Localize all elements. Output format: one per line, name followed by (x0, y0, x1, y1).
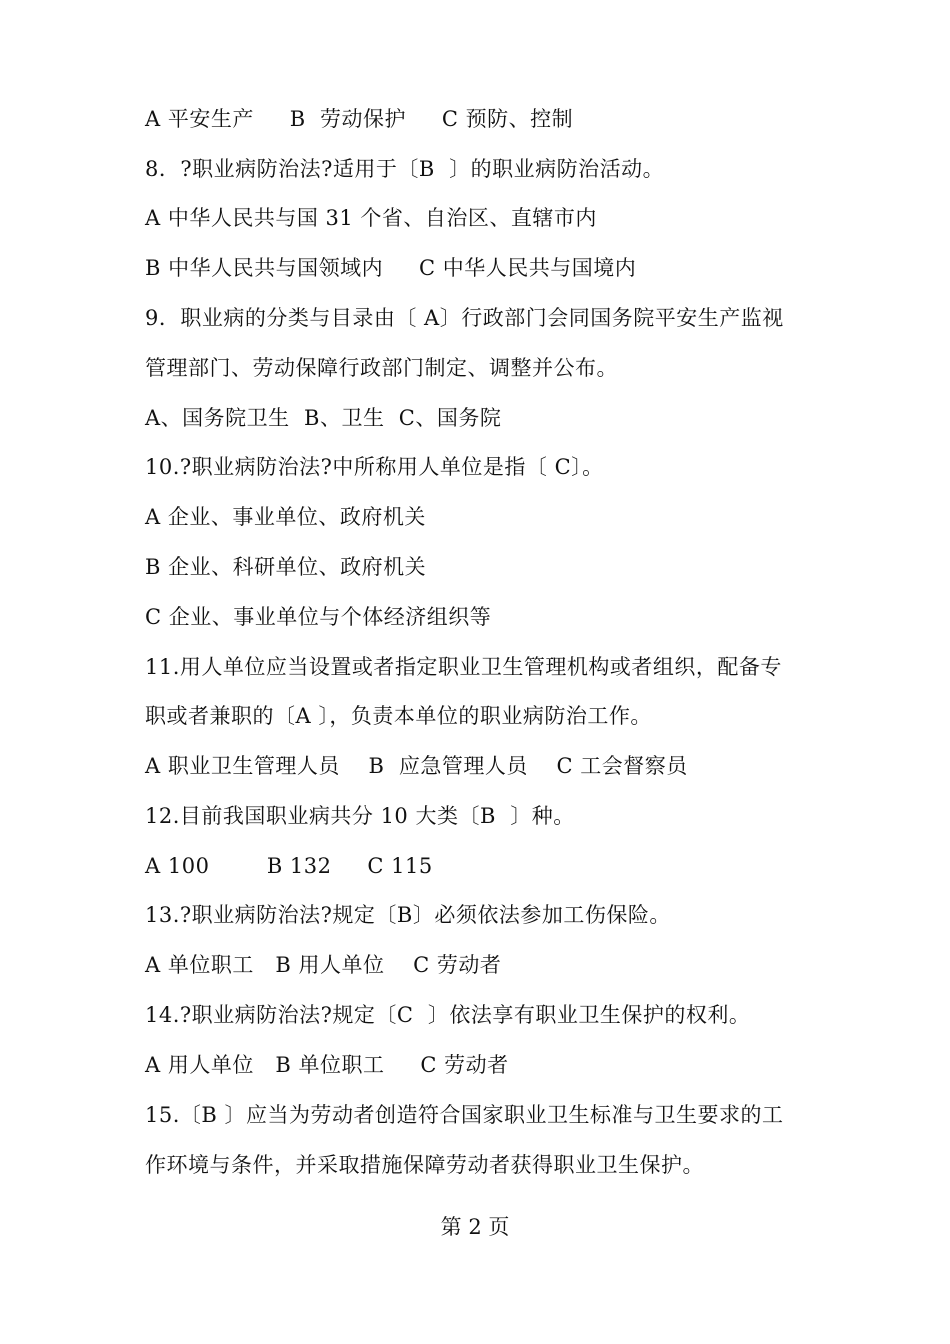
text-line: 管理部门、劳动保障行政部门制定、调整并公布。 (145, 356, 618, 380)
text-line: 9．职业病的分类与目录由〔 A〕行政部门会同国务院平安生产监视 (145, 306, 784, 330)
text-line: 13.?职业病防治法?规定〔B〕必须依法参加工伤保险。 (145, 903, 671, 927)
text-line: A 单位职工 B 用人单位 C 劳动者 (145, 953, 502, 977)
page-number: 第 2 页 (440, 1215, 510, 1239)
text-line: A 用人单位 B 单位职工 C 劳动者 (145, 1053, 509, 1077)
text-line: A 平安生产 B 劳动保护 C 预防、控制 (145, 107, 574, 131)
text-line: 12.目前我国职业病共分 10 大类〔B 〕种。 (145, 804, 575, 828)
text-line: C 企业、事业单位与个体经济组织等 (145, 605, 492, 629)
text-line: 15.〔B 〕应当为劳动者创造符合国家职业卫生标准与卫生要求的工 (145, 1103, 784, 1127)
text-line: A 100 B 132 C 115 (145, 854, 433, 878)
text-line: 职或者兼职的〔A 〕，负责本单位的职业病防治工作。 (145, 704, 652, 728)
text-line: 11.用人单位应当设置或者指定职业卫生管理机构或者组织，配备专 (145, 655, 782, 679)
text-line: 10.?职业病防治法?中所称用人单位是指〔 C〕。 (145, 455, 604, 479)
text-line: B 中华人民共与国领域内 C 中华人民共与国境内 (145, 256, 637, 280)
text-line: B 企业、科研单位、政府机关 (145, 555, 427, 579)
text-line: 14.?职业病防治法?规定〔C 〕依法享有职业卫生保护的权利。 (145, 1003, 751, 1027)
text-line: A 企业、事业单位、政府机关 (145, 505, 426, 529)
text-line: A、国务院卫生 B、卫生 C、国务院 (145, 406, 502, 430)
text-line: 作环境与条件，并采取措施保障劳动者获得职业卫生保护。 (145, 1153, 704, 1177)
text-line: A 中华人民共与国 31 个省、自治区、直辖市内 (145, 206, 597, 230)
text-line: 8．?职业病防治法?适用于〔B 〕的职业病防治活动。 (145, 157, 665, 181)
text-line: A 职业卫生管理人员 B 应急管理人员 C 工会督察员 (145, 754, 688, 778)
